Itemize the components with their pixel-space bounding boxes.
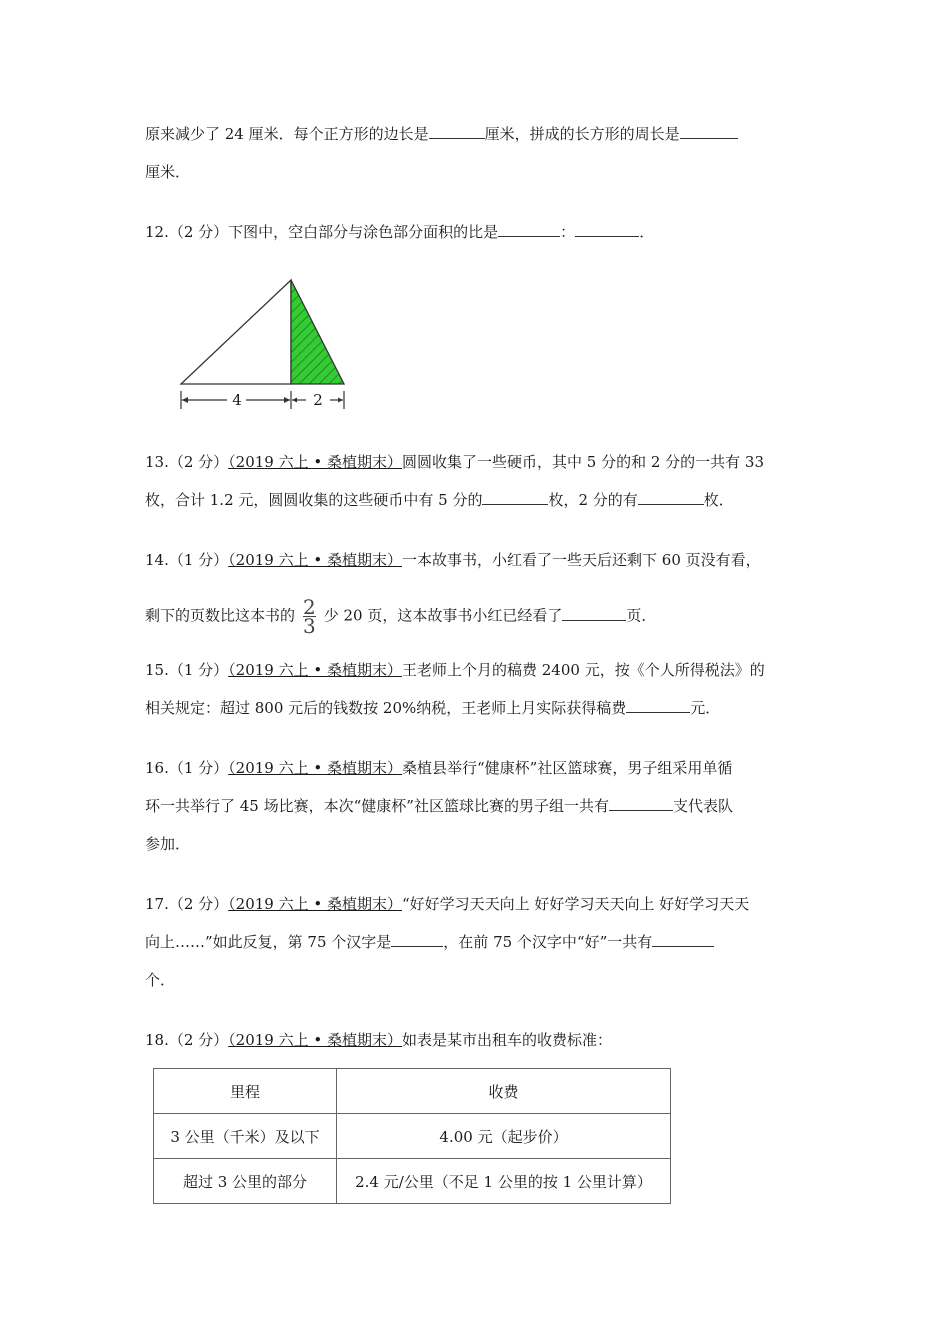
answer-blank[interactable] [680, 124, 738, 139]
q11-line2: 厘米． [145, 163, 191, 181]
source-link[interactable]: （2019 六上 • 桑植期末） [228, 661, 402, 679]
triangle-figure [170, 275, 360, 415]
source-link[interactable]: （2019 六上 • 桑植期末） [228, 1031, 402, 1049]
blank-triangle [181, 280, 291, 384]
q16-line2: 环一共举行了 45 场比赛，本次“健康杯”社区篮球比赛的男子组一共有 支代表队 [145, 797, 733, 815]
label-4: 4 [232, 391, 242, 409]
table-row [154, 1114, 671, 1159]
q17-line3: 个． [145, 971, 176, 989]
answer-blank[interactable] [575, 222, 639, 237]
table-header-row [154, 1069, 671, 1114]
answer-blank[interactable] [562, 606, 626, 621]
q15-line2: 相关规定：超过 800 元后的钱数按 20%纳税，王老师上月实际获得稿费 元． [145, 699, 721, 717]
source-link[interactable]: （2019 六上 • 桑植期末） [228, 551, 402, 569]
q17-line1: 17.（2 分）（2019 六上 • 桑植期末）“好好学习天天向上 好好学习天天向上 好好学习天天 [145, 895, 750, 913]
fraction-two-thirds: $\frac{2}{3}$ [303, 595, 316, 638]
q13-line2: 枚，合计 1.2 元，圆圆收集的这些硬币中有 5 分的 枚，2 分的有 枚． [145, 491, 734, 509]
shaded-triangle [291, 280, 344, 384]
table-cell: 超过 3 公里的部分 [154, 1159, 337, 1204]
answer-blank[interactable] [482, 490, 548, 505]
answer-blank[interactable] [652, 932, 714, 947]
table-header: 收费 [337, 1069, 671, 1114]
table-cell: 3 公里（千米）及以下 [154, 1114, 337, 1159]
answer-blank[interactable] [429, 124, 485, 139]
q15-line1: 15.（1 分）（2019 六上 • 桑植期末）王老师上个月的稿费 2400 元，按《个人所得税法》的 [145, 661, 765, 679]
table-cell: 4.00 元（起步价） [337, 1114, 671, 1159]
q14-line2: 剩下的页数比这本书的 $\frac{2}{3}$ 少 20 页，这本故事书小红已经看了 页． [145, 595, 657, 638]
q13-line1: 13.（2 分）（2019 六上 • 桑植期末）圆圆收集了一些硬币，其中 5 分的和 2 分的一共有 33 [145, 453, 765, 471]
answer-blank[interactable] [498, 222, 560, 237]
q17-line2: 向上……”如此反复，第 75 个汉字是 ，在前 75 个汉字中“好”一共有 [145, 932, 714, 952]
answer-blank[interactable] [638, 490, 704, 505]
label-2: 2 [313, 391, 323, 409]
table-header: 里程 [154, 1069, 337, 1114]
source-link[interactable]: （2019 六上 • 桑植期末） [228, 895, 402, 913]
q14-line1: 14.（1 分）（2019 六上 • 桑植期末）一本故事书，小红看了一些天后还剩下 60 页没有看， [145, 551, 761, 569]
q12-line1: 12.（2 分）下图中，空白部分与涂色部分面积的比是 ： ． [145, 223, 655, 241]
answer-blank[interactable] [626, 698, 690, 713]
q11-line1: 原来减少了 24 厘米．每个正方形的边长是 厘米，拼成的长方形的周长是 [145, 124, 738, 144]
table-cell: 2.4 元/公里（不足 1 公里的按 1 公里计算） [337, 1159, 671, 1204]
source-link[interactable]: （2019 六上 • 桑植期末） [228, 759, 402, 777]
source-link[interactable]: （2019 六上 • 桑植期末） [228, 453, 402, 471]
q16-line1: 16.（1 分）（2019 六上 • 桑植期末）桑植县举行“健康杯”社区篮球赛，男子组采用单循 [145, 759, 733, 777]
q16-line3: 参加． [145, 835, 191, 853]
table-row [154, 1159, 671, 1204]
answer-blank[interactable] [609, 796, 673, 811]
answer-blank[interactable] [391, 932, 443, 947]
q18-line1: 18.（2 分）（2019 六上 • 桑植期末）如表是某市出租车的收费标准： [145, 1031, 613, 1049]
taxi-fee-table [153, 1068, 671, 1204]
